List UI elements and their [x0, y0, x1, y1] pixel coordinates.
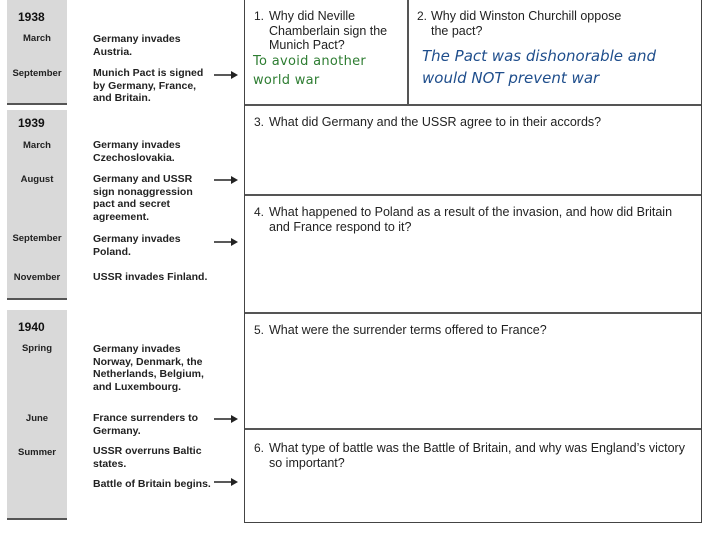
right-arrow-icon	[213, 70, 239, 80]
question-cell-4[interactable]	[245, 196, 701, 314]
year-1939: 1939	[18, 116, 45, 130]
timeline-label: March	[23, 140, 51, 151]
question-number: 1.	[254, 9, 265, 23]
timeline-label: Spring	[21, 343, 53, 354]
question-number: 6.	[254, 441, 265, 455]
question-text: What were the surrender terms offered to France?	[269, 323, 547, 337]
question-number: 4.	[254, 205, 265, 219]
question-cell-1[interactable]	[245, 0, 409, 106]
timeline-event: Germany invades Czechoslovakia.	[93, 139, 181, 164]
timeline-event: Germany invades Norway, Denmark, the Netherlands, Belgium, and Luxembourg.	[93, 343, 204, 393]
question-cell-2[interactable]	[409, 0, 701, 106]
question-number: 5.	[254, 323, 265, 337]
timeline-event: Battle of Britain begins.	[93, 478, 211, 490]
year-1938: 1938	[18, 10, 45, 24]
timeline-event: Germany invades Austria.	[93, 33, 181, 58]
handwritten-answer: To avoid another world war	[253, 54, 367, 88]
right-arrow-icon	[213, 175, 239, 185]
question-number: 2.	[417, 9, 428, 23]
timeline-label: March	[23, 33, 51, 44]
timeline-event: Munich Pact is signed by Germany, France, and Britain.	[93, 67, 204, 104]
question-number: 3.	[254, 115, 265, 129]
timeline-event: USSR invades Finland.	[93, 271, 208, 283]
right-arrow-icon	[213, 414, 239, 424]
timeline-event: USSR overruns Baltic states.	[93, 445, 202, 470]
right-arrow-icon	[213, 237, 239, 247]
question-cell-5[interactable]	[245, 314, 701, 430]
year-1940: 1940	[18, 320, 45, 334]
question-text: What happened to Poland as a result of the invasion, and how did Britain and France respond to it?	[269, 205, 673, 234]
question-cell-3[interactable]	[245, 106, 701, 196]
timeline-event: Germany invades Poland.	[93, 233, 181, 258]
question-text: What type of battle was the Battle of Britain, and why was England’s victory so important?	[269, 441, 685, 470]
question-cell-6[interactable]	[245, 430, 701, 522]
right-arrow-icon	[213, 477, 239, 487]
timeline-label: June	[25, 413, 49, 424]
timeline-label: September	[12, 233, 62, 244]
timeline-event: France surrenders to Germany.	[93, 412, 199, 437]
handwritten-answer: The Pact was dishonorable and would NOT prevent war	[422, 47, 656, 87]
question-text: Why did Neville Chamberlain sign the Munich Pact?	[269, 9, 388, 52]
question-text: Why did Winston Churchill oppose the pact?	[431, 9, 622, 38]
timeline-label: August	[20, 174, 54, 185]
timeline-label: Summer	[17, 447, 56, 458]
timeline-label: November	[13, 272, 61, 283]
question-text: What did Germany and the USSR agree to in their accords?	[269, 115, 602, 129]
timeline-label: September	[12, 68, 62, 79]
timeline-event: Germany and USSR sign nonaggression pact and secret agreement.	[93, 173, 193, 223]
question-grid	[244, 0, 702, 523]
